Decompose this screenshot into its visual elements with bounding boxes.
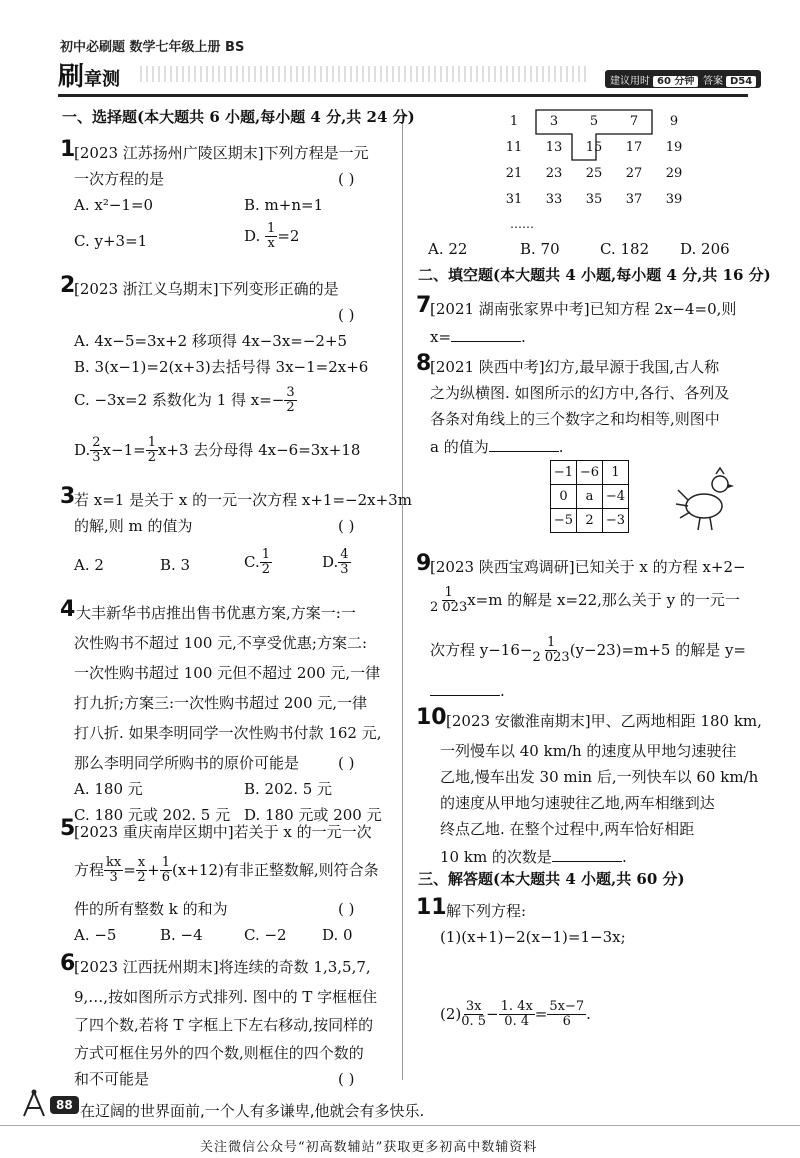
q6-option-d: D. 206: [680, 240, 730, 258]
q5-text-with-fractions: [74, 856, 379, 886]
q2-option-c: [74, 386, 297, 416]
q1-text: 一次方程的是: [74, 170, 165, 188]
footer-note: 关注微信公众号“初高数辅站”获取更多初高中数辅资料: [200, 1140, 538, 1155]
q11-part-2: [440, 1000, 591, 1030]
q10-text: 终点乙地. 在整个过程中,两车恰好相距: [440, 820, 695, 838]
q4-option-b: B. 202. 5 元: [244, 780, 333, 798]
grid-cell: 23: [545, 165, 563, 181]
denominator: 2: [261, 562, 270, 578]
compass-icon: [18, 1088, 50, 1120]
answer-blank: [552, 848, 622, 862]
q4-text: 次性购书不超过 100 元,不享受优惠;方案二:: [74, 634, 368, 652]
q10-text: 10 km 的次数是 .: [440, 848, 627, 866]
option-rest: =2: [277, 226, 300, 245]
denominator: 2: [147, 450, 156, 466]
question-number: 3: [60, 484, 76, 509]
q5-text: [2023 重庆南岸区期中]若关于 x 的一元一次: [74, 823, 372, 841]
fraction: [260, 548, 272, 578]
option-text: C. −3x=2 系数化为 1 得 x=−: [74, 390, 285, 409]
question-number: 1: [60, 137, 76, 162]
q3-option-c: [244, 548, 272, 578]
q3-text: 若 x=1 是关于 x 的一元一次方程 x+1=−2x+3m: [74, 491, 412, 509]
option-letter: C.: [244, 552, 260, 571]
q10-text: 乙地,慢车出发 30 min 后,一列快车以 60 km/h: [440, 768, 759, 786]
denominator: 6: [562, 1014, 571, 1030]
section-solve-title: 三、解答题(本大题共 4 小题,共 60 分): [418, 870, 685, 888]
q4-text: 打八折. 如果李明同学一次性购书付款 162 元,: [74, 724, 382, 742]
grid-cell: 17: [625, 139, 643, 155]
fraction: [90, 436, 102, 466]
fraction: [430, 586, 467, 616]
numerator: 1: [147, 435, 156, 450]
numerator: x: [137, 855, 146, 870]
fraction: [146, 436, 158, 466]
q2-text: [2023 浙江义乌期末]下列变形正确的是: [74, 280, 339, 298]
magic-cell: −1: [551, 461, 577, 485]
text: a 的值为: [430, 438, 489, 456]
denominator: 0. 4: [504, 1014, 530, 1030]
grid-ellipsis: ……: [510, 217, 534, 231]
question-number: 6: [60, 951, 76, 976]
text: +: [147, 860, 160, 879]
q5-option-a: A. −5: [74, 926, 117, 944]
answer-label: 答案: [703, 76, 723, 87]
brand-main: 刷: [58, 62, 85, 92]
q4-text: 打九折;方案三:一次性购书超过 200 元,一律: [74, 694, 368, 712]
denominator: 6: [161, 870, 171, 886]
q1-option-b: B. m+n=1: [244, 196, 324, 214]
page-number: 88: [50, 1096, 79, 1114]
text: 次方程 y−16−: [430, 640, 533, 659]
grid-cell: 9: [669, 113, 679, 129]
answer-bracket: ( ): [338, 517, 355, 535]
question-number: 11: [416, 895, 447, 920]
fraction: [284, 386, 296, 416]
numerator: 1: [161, 855, 171, 870]
text: .: [586, 1004, 591, 1023]
numerator: 3x: [465, 999, 482, 1014]
magic-cell: 1: [603, 461, 629, 485]
answer-bracket: ( ): [338, 306, 355, 324]
magic-row: [551, 461, 629, 485]
q5-option-c: C. −2: [244, 926, 287, 944]
answer-blank: [430, 682, 500, 696]
magic-cell: 0: [551, 485, 577, 509]
text: (x+12)有非正整数解,则符合条: [172, 860, 379, 879]
q2-option-b: B. 3(x−1)=2(x+3)去括号得 3x−1=2x+6: [74, 358, 369, 376]
grid-cell: 35: [585, 191, 603, 207]
q10-text: 一列慢车以 40 km/h 的速度从甲地匀速驶往: [440, 742, 737, 760]
denominator: 2 023: [430, 600, 468, 616]
option-letter: D.: [244, 226, 261, 245]
t-frame: [494, 108, 694, 218]
q3-option-d: [322, 548, 351, 578]
grid-cell: 3: [549, 113, 559, 129]
denominator: 2: [137, 870, 146, 886]
magic-cell: a: [577, 485, 603, 509]
numerator: 4: [340, 547, 349, 562]
question-number: 7: [416, 293, 432, 318]
denominator: x: [267, 236, 275, 252]
question-number: 5: [60, 816, 76, 841]
magic-square: [550, 460, 629, 533]
grid-cell: 5: [589, 113, 599, 129]
q6-text: [2023 江西抚州期末]将连续的奇数 1,3,5,7,: [74, 958, 371, 976]
q6-option-c: C. 182: [600, 240, 650, 258]
q6-text: 了四个数,若将 T 字框上下左右移动,按同样的: [74, 1016, 374, 1034]
question-number: 8: [416, 351, 432, 376]
answer-bracket: ( ): [338, 754, 355, 772]
grid-cell: 33: [545, 191, 563, 207]
answer-blank: [489, 438, 559, 452]
time-badge: [605, 70, 703, 88]
question-number: 9: [416, 551, 432, 576]
grid-cell: 15: [585, 139, 603, 155]
fraction: [461, 1000, 486, 1030]
q2-option-a: A. 4x−5=3x+2 移项得 4x−3x=−2+5: [74, 332, 348, 350]
q11-text: 解下列方程:: [446, 902, 527, 920]
text: =: [534, 1004, 548, 1023]
numerator: 2: [92, 435, 101, 450]
q9-text: [430, 586, 740, 616]
odd-number-grid: [494, 108, 694, 212]
q4-option-d: D. 180 元或 200 元: [244, 806, 382, 824]
question-number: 4: [60, 597, 76, 622]
fraction: [532, 636, 569, 666]
grid-cell: 13: [545, 139, 563, 155]
grid-cell: 11: [505, 139, 523, 155]
option-text: x−1=: [102, 440, 146, 459]
text: (2): [440, 1004, 462, 1023]
q10-text: 的速度从甲地匀速驶往乙地,两车相继到达: [440, 794, 715, 812]
q4-text: 一次性购书超过 100 元但不超过 200 元,一律: [74, 664, 381, 682]
text: x=: [430, 328, 452, 346]
option-text: x+3 去分母得 4x−6=3x+18: [157, 440, 361, 459]
denominator: 2: [286, 400, 295, 416]
fraction: [136, 856, 147, 886]
denominator: 2 023: [532, 650, 570, 666]
numerator: 1: [444, 585, 453, 600]
numerator: 5x−7: [549, 999, 585, 1014]
denominator: 0. 5: [461, 1014, 487, 1030]
numerator: kx: [106, 855, 122, 870]
q7-text: [2021 湖南张家界中考]已知方程 2x−4=0,则: [430, 300, 737, 318]
grid-cell: 7: [629, 113, 639, 129]
q4-option-c: C. 180 元或 202. 5 元: [74, 806, 231, 824]
text: =: [123, 860, 136, 879]
q6-option-a: A. 22: [428, 240, 468, 258]
numerator: 1: [267, 221, 276, 236]
footer-quote: 在辽阔的世界面前,一个人有多谦卑,他就会有多快乐.: [80, 1102, 425, 1120]
magic-cell: 2: [577, 509, 603, 533]
header-rule: [58, 94, 748, 97]
denominator: 3: [109, 870, 118, 886]
denominator: 3: [92, 450, 101, 466]
footer-rule: [0, 1125, 800, 1126]
section-choice-title: 一、选择题(本大题共 6 小题,每小题 4 分,共 24 分): [62, 108, 415, 126]
q4-option-a: A. 180 元: [74, 780, 143, 798]
answer-badge: [698, 70, 761, 88]
q8-text: 各条对角线上的三个数字之和均相等,则图中: [430, 410, 720, 428]
answer-bracket: ( ): [338, 900, 355, 918]
text: 方程: [74, 860, 105, 879]
q3-option-b: B. 3: [160, 556, 191, 574]
grid-cell: 31: [505, 191, 523, 207]
fraction: [265, 222, 277, 252]
q11-part-1: (1)(x+1)−2(x−1)=1−3x;: [440, 928, 626, 946]
answer-blank: [451, 328, 521, 342]
fraction: [104, 856, 123, 886]
fraction: [499, 1000, 535, 1030]
grid-cell: 19: [665, 139, 683, 155]
text: −: [486, 1004, 499, 1023]
answer-page: D54: [726, 76, 756, 87]
question-number: 10: [416, 705, 447, 730]
q1-text: [2023 江苏扬州广陵区期末]下列方程是一元: [74, 144, 369, 162]
q8-text: a 的值为 .: [430, 438, 564, 456]
magic-cell: −6: [577, 461, 603, 485]
q6-text: 和不可能是: [74, 1070, 150, 1088]
fraction: [160, 856, 172, 886]
q1-option-d: [244, 222, 299, 252]
denominator: 3: [340, 562, 349, 578]
book-title: 初中必刷题 数学七年级上册 BS: [60, 40, 245, 55]
q8-text: [2021 陕西中考]幻方,最早源于我国,古人称: [430, 358, 720, 376]
numerator: 3: [286, 385, 295, 400]
text: (y−23)=m+5 的解是 y=: [569, 640, 747, 659]
grid-cell: 1: [509, 113, 519, 129]
answer-bracket: ( ): [338, 1070, 355, 1088]
q8-text: 之为纵横图. 如图所示的幻方中,各行、各列及: [430, 384, 730, 402]
time-label: 建议用时: [610, 76, 650, 87]
q9-text: [2023 陕西宝鸡调研]已知关于 x 的方程 x+2−: [430, 558, 746, 576]
question-number: 2: [60, 273, 76, 298]
numerator: 1. 4x: [500, 999, 533, 1014]
q6-text: 9,…,按如图所示方式排列. 图中的 T 字框框住: [74, 988, 378, 1006]
magic-cell: −5: [551, 509, 577, 533]
magic-table: [550, 460, 629, 533]
fraction: [338, 548, 350, 578]
option-letter: D.: [322, 552, 339, 571]
answer-bracket: ( ): [338, 170, 355, 188]
q3-option-a: A. 2: [74, 556, 104, 574]
magic-cell: −4: [603, 485, 629, 509]
brand-sub: 章测: [84, 69, 121, 90]
q9-text: [430, 636, 746, 666]
option-letter: D.: [74, 440, 91, 459]
magic-cell: −3: [603, 509, 629, 533]
q1-option-a: A. x²−1=0: [74, 196, 154, 214]
q5-option-b: B. −4: [160, 926, 203, 944]
section-brand: [58, 56, 120, 93]
header-decoration: [140, 66, 590, 82]
grid-cell: 39: [665, 191, 683, 207]
grid-cell: 29: [665, 165, 683, 181]
q3-text: 的解,则 m 的值为: [74, 517, 193, 535]
time-value: 60 分钟: [653, 76, 698, 87]
q5-text: 件的所有整数 k 的和为: [74, 900, 228, 918]
grid-cell: 37: [625, 191, 643, 207]
text: 10 km 的次数是: [440, 848, 552, 866]
q5-option-d: D. 0: [322, 926, 353, 944]
q1-option-c: C. y+3=1: [74, 232, 148, 250]
q6-text: 方式可框住另外的四个数,则框住的四个数的: [74, 1044, 364, 1062]
q4-text: 那么李明同学所购书的原价可能是: [74, 754, 300, 772]
q2-option-d: [74, 436, 360, 466]
magic-row: [551, 485, 629, 509]
numerator: 1: [261, 547, 270, 562]
q6-option-b: B. 70: [520, 240, 560, 258]
magic-row: [551, 509, 629, 533]
grid-cell: 25: [585, 165, 603, 181]
grid-cell: 21: [505, 165, 523, 181]
column-divider: [402, 110, 403, 1080]
q7-text: x= .: [430, 328, 526, 346]
section-fill-title: 二、填空题(本大题共 4 小题,每小题 4 分,共 16 分): [418, 266, 771, 284]
fraction: [547, 1000, 586, 1030]
q4-text: 大丰新华书店推出售书优惠方案,方案一:一: [76, 604, 356, 622]
numerator: 1: [546, 635, 556, 650]
q10-text: [2023 安徽淮南期末]甲、乙两地相距 180 km,: [446, 712, 762, 730]
q9-blank-line: .: [430, 682, 505, 699]
grid-cell: 27: [625, 165, 643, 181]
rooster-illustration: [672, 460, 752, 540]
text: x=m 的解是 x=22,那么关于 y 的一元一: [467, 590, 740, 609]
